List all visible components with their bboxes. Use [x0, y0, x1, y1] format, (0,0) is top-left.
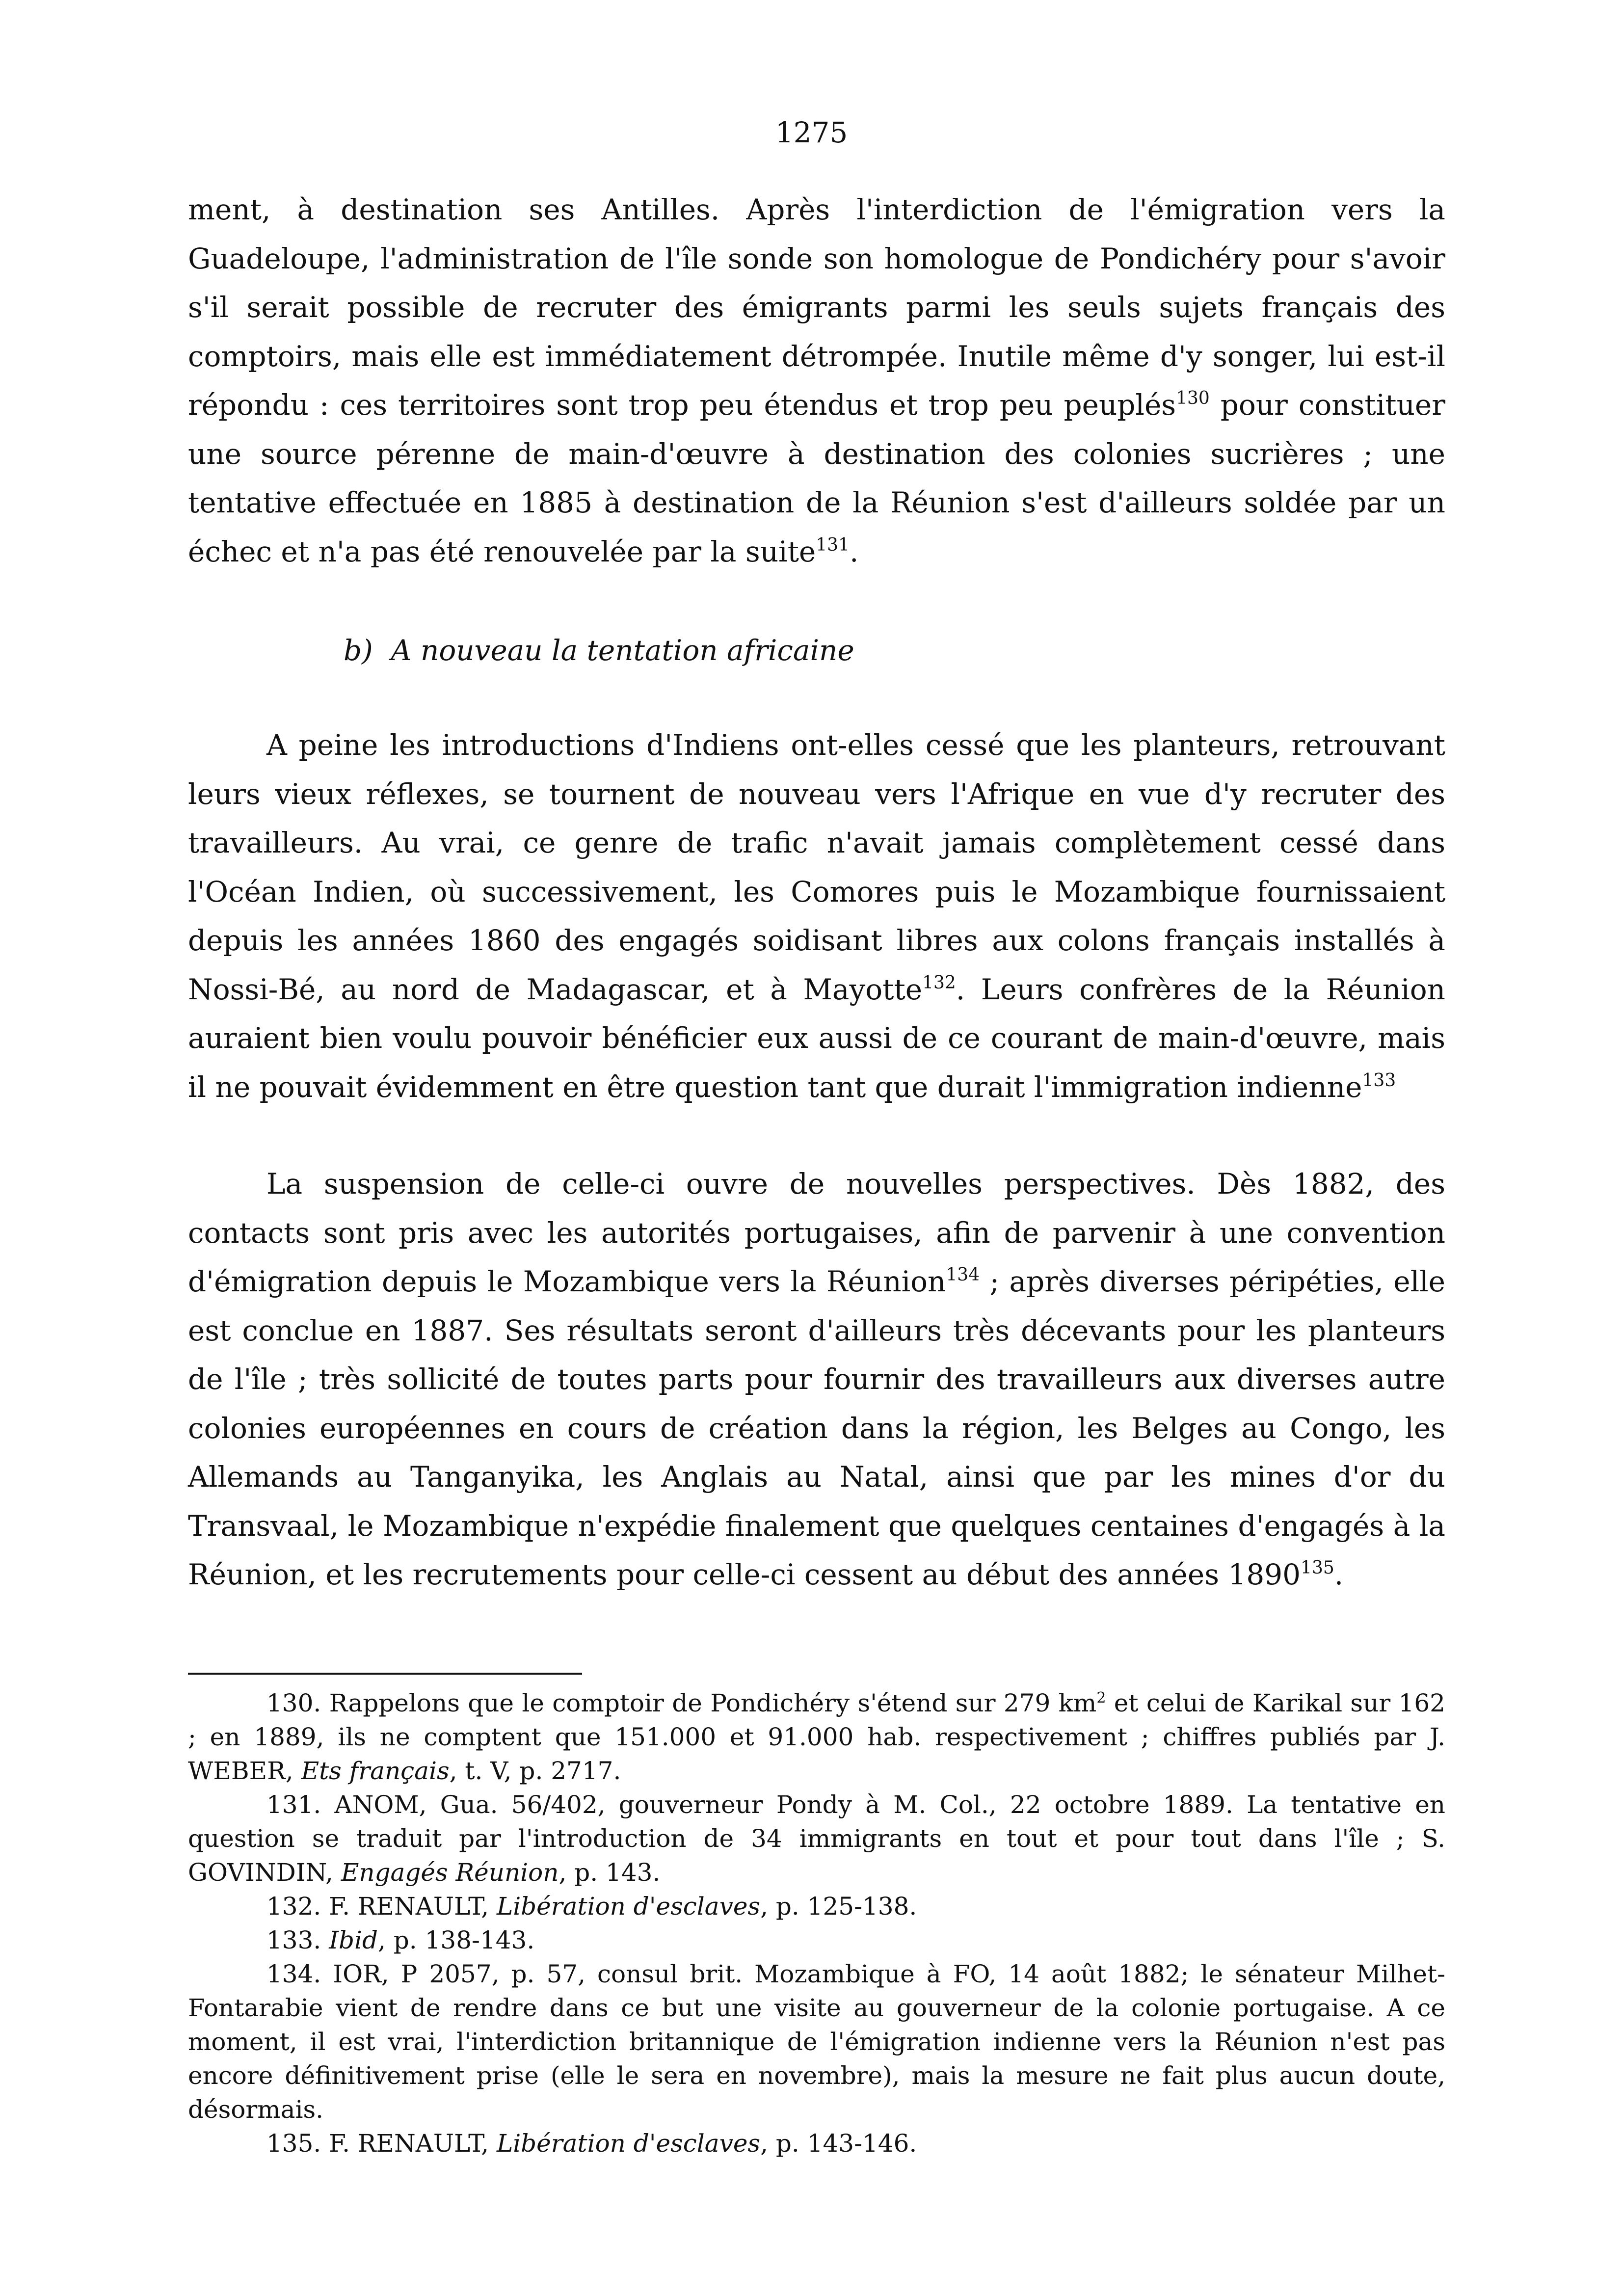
footnote-text: , p. 143. [559, 1858, 661, 1887]
footnote-135 [188, 2127, 1445, 2161]
paragraph-text: La suspension de celle-ci ouvre de nouvelles perspectives. Dès 1882, des contacts sont pris avec les autorités portugaises, afin de parvenir à une convention d'émigration depuis le Mozambique vers la Réunion [188, 1167, 1445, 1298]
section-heading-text: A nouveau la tentation africaine [391, 634, 854, 667]
footnote-text: 131. ANOM, Gua. 56/402, gouverneur Pondy à M. Col., 22 octobre 1889. La tentative en question se traduit par l'introduction de 34 immigrants en tout et pour tout dans l'île ; S. GOVINDIN, [188, 1790, 1445, 1887]
footnote-132 [188, 1890, 1445, 1923]
paragraph-text: ; après diverses péripéties, elle est conclue en 1887. Ses résultats seront d'ailleurs très décevants pour les planteurs de l'île ; très sollicité de toutes parts pour fournir des travailleurs aux diverses autre colonies européennes en cours de création dans la région, les Belges au Congo, les Allemands au Tanganyika, les Anglais au Natal, ainsi que par les mines d'or du Transvaal, le Mozambique n'expédie finalement que quelques centaines d'engagés à la Réunion, et les recrutements pour celle-ci cessent au début des années 1890 [188, 1265, 1445, 1591]
footnote-text: et celui de Karikal sur 162 ; en 1889, ils ne comptent que 151.000 et 91.000 hab. respectivement ; chiffres publiés par J. WEBER, [188, 1689, 1445, 1785]
footnote-text: , p. 143-146. [760, 2129, 917, 2158]
footnote-ref-132: 132 [922, 972, 956, 993]
footnote-ref-130: 130 [1176, 388, 1210, 408]
section-heading [344, 626, 854, 675]
footnote-text: , t. V, p. 2717. [449, 1757, 621, 1785]
body-paragraph-2 [188, 721, 1445, 1112]
footnote-ref-133: 133 [1362, 1070, 1396, 1091]
footnote-text: 130. Rappelons que le comptoir de Pondichéry s'étend sur 279 km [266, 1689, 1097, 1717]
footnote-ref-134: 134 [946, 1265, 980, 1285]
superscript-2: 2 [1096, 1689, 1106, 1707]
paragraph-text: A peine les introductions d'Indiens ont-elles cessé que les planteurs, retrouvant leurs vieux réflexes, se tournent de nouveau vers l'Afrique en vue d'y recruter des travailleurs. Au vrai, ce genre de trafic n'avait jamais complètement cessé dans l'Océan Indien, où successivement, les Comores puis le Mozambique fournissaient depuis les années 1860 des engagés soidisant libres aux colons français installés à Nossi-Bé, au nord de Madagascar, et à Mayotte [188, 728, 1445, 1006]
footnote-ref-131: 131 [816, 534, 850, 555]
footnote-133 [188, 1923, 1445, 1957]
footnotes [188, 1686, 1445, 2161]
footnote-text: , p. 125-138. [760, 1892, 917, 1921]
footnote-text: , p. 138-143. [378, 1926, 535, 1954]
footnote-citation-title: Ibid [329, 1926, 378, 1954]
footnote-ref-135: 135 [1301, 1558, 1334, 1578]
footnote-citation-title: Ets français [301, 1757, 450, 1785]
footnote-134 [188, 1957, 1445, 2127]
paragraph-text: . Leurs confrères de la Réunion auraient bien voulu pouvoir bénéficier eux aussi de ce courant de main-d'œuvre, mais il ne pouvait évidemment en être question tant que durait l'immigration indienne [188, 972, 1445, 1104]
body-paragraph-3 [188, 1160, 1445, 1600]
footnote-130 [188, 1686, 1445, 1788]
paragraph-text: pour constituer une source pérenne de main-d'œuvre à destination des colonies sucrières ; une tentative effectuée en 1885 à destination de la Réunion s'est d'ailleurs soldée par un échec et n'a pas été renouvelée par la suite [188, 388, 1445, 568]
paragraph-text: ment, à destination ses Antilles. Après l'interdiction de l'émigration vers la Guadeloupe, l'administration de l'île sonde son homologue de Pondichéry pour s'avoir s'il serait possible de recruter des émigrants parmi les seuls sujets français des comptoirs, mais elle est immédiatement détrompée. Inutile même d'y songer, lui est-il répondu : ces territoires sont trop peu étendus et trop peu peuplés [188, 193, 1445, 422]
footnote-text: 132. F. RENAULT, [266, 1892, 497, 1921]
footnote-citation-title: Libération d'esclaves [496, 1892, 761, 1921]
footnote-text: 134. IOR, P 2057, p. 57, consul brit. Mozambique à FO, 14 août 1882; le sénateur Milhet-Fontarabie vient de rendre dans ce but une visite au gouverneur de la colonie portugaise. A ce moment, il est vrai, l'interdiction britannique de l'émigration indienne vers la Réunion n'est pas encore définitivement prise (elle le sera en novembre), mais la mesure ne fait plus aucun doute, désormais. [188, 1960, 1445, 2124]
paragraph-text: . [849, 534, 859, 568]
section-heading-label: b) [344, 634, 373, 667]
footnote-citation-title: Libération d'esclaves [496, 2129, 761, 2158]
footnote-131 [188, 1788, 1445, 1890]
page-number: 1275 [775, 116, 848, 149]
body-paragraph-1 [188, 186, 1445, 576]
footnote-text: 133. [266, 1926, 329, 1954]
footnote-separator [188, 1673, 582, 1675]
footnote-citation-title: Engagés Réunion [341, 1858, 559, 1887]
paragraph-text: . [1334, 1558, 1344, 1591]
footnote-text: 135. F. RENAULT, [266, 2129, 497, 2158]
